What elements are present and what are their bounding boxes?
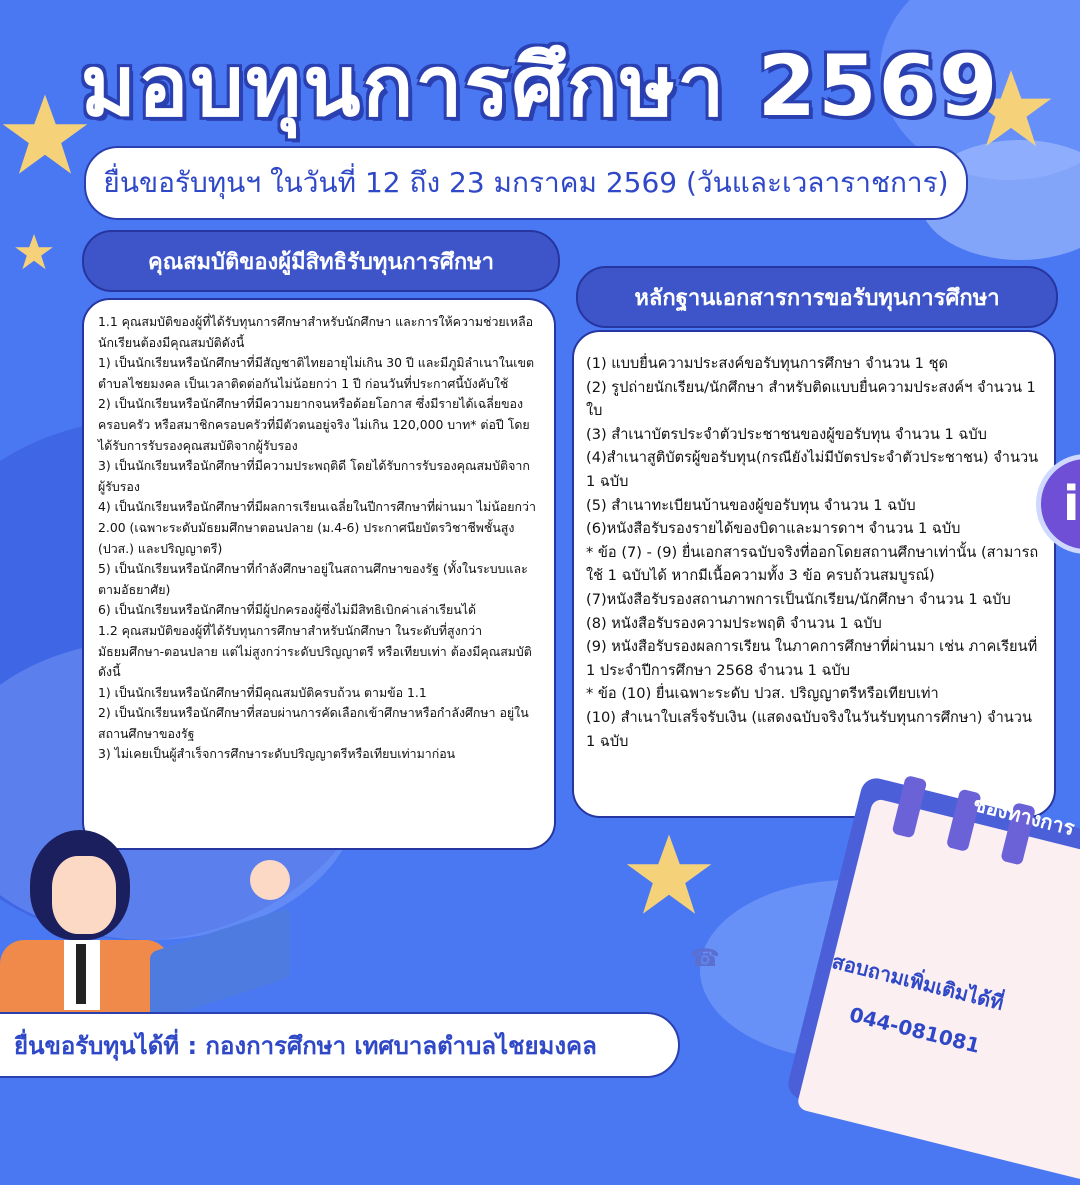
application-date-banner: ยื่นขอรับทุนฯ ในวันที่ 12 ถึง 23 มกราคม 2569 (วันและเวลาราชการ) xyxy=(84,146,968,220)
list-item: (2) รูปถ่ายนักเรียน/นักศึกษา สำหรับติดแบบยื่นความประสงค์ฯ จำนวน 1 ใบ xyxy=(586,378,1036,420)
presenter-illustration xyxy=(0,830,330,1030)
submission-location-bar: ยื่นขอรับทุนได้ที่ : กองการศึกษา เทศบาลตำบลไชยมงคล xyxy=(0,1012,680,1078)
right-section-heading: หลักฐานเอกสารการขอรับทุนการศึกษา xyxy=(576,266,1058,328)
list-item: (5) สำเนาทะเบียนบ้านของผู้ขอรับทุน จำนวน 1 ฉบับ xyxy=(586,496,916,514)
list-item: (8) หนังสือรับรองความประพฤติ จำนวน 1 ฉบับ xyxy=(586,614,882,632)
list-item: 1.2 คุณสมบัติของผู้ที่ได้รับทุนการศึกษาสำหรับนักศึกษา ในระดับที่สูงกว่ามัธยมศึกษา-ตอนปลาย แต่ไม่สูงกว่าระดับปริญญาตรี หรือเทียบเท่า ต้องมีคุณสมบัติ ดังนี้ xyxy=(98,622,532,680)
contact-phone: 044-081081 xyxy=(847,1002,983,1058)
list-item: (3) สำเนาบัตรประจำตัวประชาชนของผู้ขอรับทุน จำนวน 1 ฉบับ xyxy=(586,425,987,443)
contact-label: สอบถามเพิ่มเติมได้ที่ xyxy=(829,949,1007,1015)
phone-icon: ☎ xyxy=(690,944,720,972)
list-item: 4) เป็นนักเรียนหรือนักศึกษาที่มีผลการเรียนเฉลี่ยในปีการศึกษาที่ผ่านมา ไม่น้อยกว่า 2.00 (เฉพาะระดับมัธยมศึกษาตอนปลาย (ม.4-6) ประกาศนียบัตรวิชาชีพชั้นสูง (ปวส.) และปริญญาตรี) xyxy=(98,499,536,556)
channel-label: ช่องทางการ xyxy=(970,791,1077,841)
list-item: 2) เป็นนักเรียนหรือนักศึกษาที่มีความยากจนหรือด้อยโอกาส ซึ่งมีรายได้เฉลี่ยของครอบครัว หรือสมาชิกครอบครัวที่มีตัวตนอยู่จริง ไม่เกิน 120,000 บาท* ต่อปี โดยได้รับการรับรองคุณสมบัติจากผู้รับรอง xyxy=(98,396,530,453)
list-item: (6)หนังสือรับรองรายได้ของบิดาและมารดาฯ จำนวน 1 ฉบับ xyxy=(586,520,961,538)
list-item: (4)สำเนาสูติบัตรผู้ขอรับทุน(กรณียังไม่มีบัตรประจำตัวประชาชน) จำนวน 1 ฉบับ xyxy=(586,449,1039,490)
list-item: * ข้อ (10) ยื่นเฉพาะระดับ ปวส. ปริญญาตรีหรือเทียบเท่า xyxy=(586,685,939,703)
list-item: 3) ไม่เคยเป็นผู้สำเร็จการศึกษาระดับปริญญาตรีหรือเทียบเท่ามาก่อน xyxy=(98,746,456,762)
star-icon xyxy=(14,232,54,272)
list-item: 5) เป็นนักเรียนหรือนักศึกษาที่กำลังศึกษาอยู่ในสถานศึกษาของรัฐ (ทั้งในระบบและตามอัธยาศัย) xyxy=(98,561,528,597)
list-item: (7)หนังสือรับรองสถานภาพการเป็นนักเรียน/นักศึกษา จำนวน 1 ฉบับ xyxy=(586,590,1011,608)
page-title: มอบทุนการศึกษา 2569 xyxy=(80,37,1000,135)
star-icon xyxy=(624,830,714,920)
list-item: (10) สำเนาใบเสร็จรับเงิน (แสดงฉบับจริงในวันรับทุนการศึกษา) จำนวน 1 ฉบับ xyxy=(586,708,1032,750)
list-item: 1) เป็นนักเรียนหรือนักศึกษาที่มีคุณสมบัติครบถ้วน ตามข้อ 1.1 xyxy=(98,684,427,700)
list-item: 3) เป็นนักเรียนหรือนักศึกษาที่มีความประพฤติดี โดยได้รับการรับรองคุณสมบัติจากผู้รับรอง xyxy=(98,458,530,494)
list-item: (1) แบบยื่นความประสงค์ขอรับทุนการศึกษา จำนวน 1 ชุด xyxy=(586,355,948,372)
qualifications-box xyxy=(82,298,556,850)
info-icon: i xyxy=(1036,454,1080,554)
list-item: 1.1 คุณสมบัติของผู้ที่ได้รับทุนการศึกษาสำหรับนักศึกษา และการให้ความช่วยเหลือนักเรียนต้องมีคุณสมบัติดังนี้ xyxy=(98,314,534,350)
list-item: * ข้อ (7) - (9) ยื่นเอกสารฉบับจริงที่ออกโดยสถานศึกษาเท่านั้น (สามารถใช้ 1 ฉบับได้ หากมีเนื้อความทั้ง 3 ข้อ ครบถ้วนสมบูรณ์) xyxy=(586,543,1039,585)
list-item: 2) เป็นนักเรียนหรือนักศึกษาที่สอบผ่านการคัดเลือกเข้าศึกษาหรือกำลังศึกษา อยู่ในสถานศึกษาของรัฐ xyxy=(98,705,529,741)
documents-box xyxy=(572,330,1056,818)
list-item: 1) เป็นนักเรียนหรือนักศึกษาที่มีสัญชาติไทยอายุไม่เกิน 30 ปี และมีภูมิลำเนาในเขตตำบลไชยมงคล เป็นเวลาติดต่อกันไม่น้อยกว่า 1 ปี ก่อนวันที่ประกาศนี้บังคับใช้ xyxy=(98,355,535,391)
left-section-heading: คุณสมบัติของผู้มีสิทธิรับทุนการศึกษา xyxy=(82,230,560,292)
list-item: (9) หนังสือรับรองผลการเรียน ในภาคการศึกษาที่ผ่านมา เช่น ภาคเรียนที่ 1 ประจำปีการศึกษา 2568 จำนวน 1 ฉบับ xyxy=(586,638,1038,679)
list-item: 6) เป็นนักเรียนหรือนักศึกษาที่มีผู้ปกครองผู้ซึ่งไม่มีสิทธิเบิกค่าเล่าเรียนได้ xyxy=(98,602,477,618)
